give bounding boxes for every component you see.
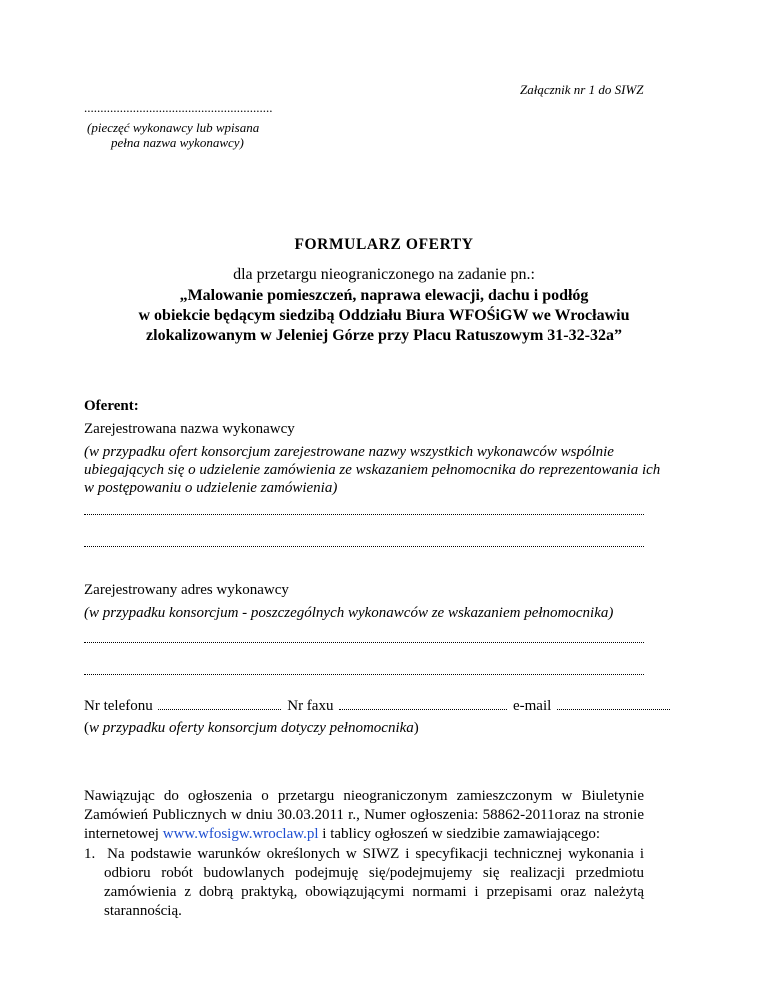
task-name-line2: w obiekcie będącym siedzibą Oddziału Biura WFOŚiGW we Wrocławiu (138, 307, 630, 324)
email-field[interactable] (557, 697, 670, 710)
registered-name-note-line3: w postępowaniu o udzielenie zamówienia) (84, 480, 338, 496)
stamp-dotted-line: .......................................................... (84, 100, 273, 115)
list-item (84, 845, 644, 921)
task-name-line1: „Malowanie pomieszczeń, naprawa elewacji, dachu i podłóg (179, 287, 589, 304)
registered-address-field-2[interactable] (84, 670, 644, 675)
registered-name-field-2[interactable] (84, 542, 644, 547)
intro-text: Nawiązując do ogłoszenia o przetargu nieograniczonym zamieszczonym w Biuletynie Zamówień Publicznych w dniu 30.03.2011 r., Numer ogłoszenia: 58862-2011oraz na stronie internetowej (84, 788, 644, 842)
contact-note (84, 720, 419, 737)
registered-name-note-line1: (w przypadku ofert konsorcjum zarejestrowane nazwy wszystkich wykonawców wspólnie (84, 444, 614, 460)
website-link[interactable]: www.wfosigw.wroclaw.pl (162, 826, 319, 842)
list-item-number: 1. (84, 846, 96, 862)
contact-row (84, 697, 644, 715)
contact-note-open-paren: ( (84, 720, 89, 736)
fax-field[interactable] (339, 697, 507, 710)
registered-address-label: Zarejestrowany adres wykonawcy (84, 582, 289, 598)
registered-name-field-1[interactable] (84, 510, 644, 515)
registered-name-note-line2: ubiegających się o udzielenie zamówienia ze wskazaniem pełnomocnika do reprezentowania ich (84, 462, 661, 478)
registered-address-field-1[interactable] (84, 638, 644, 643)
fax-label: Nr faxu (287, 698, 334, 714)
email-label: e-mail (512, 698, 552, 714)
contact-note-close-paren: ) (413, 720, 419, 736)
registered-address-note: (w przypadku konsorcjum - poszczególnych wykonawców ze wskazaniem pełnomocnika) (84, 605, 614, 621)
intro-paragraph (84, 787, 644, 844)
list-item-text: Na podstawie warunków określonych w SIWZ i specyfikacji technicznej wykonania i odbioru robót budowlanych podejmuję się/podejmujemy się realizacji przedmiotu zamówienia z dobrą praktyką, obowiązującymi normami i przepisami oraz należytą starannością. (104, 846, 645, 919)
task-name-line3: zlokalizowanym w Jeleniej Górze przy Placu Ratuszowym 31-32-32a” (146, 327, 622, 344)
attachment-label: Załącznik nr 1 do SIWZ (520, 82, 644, 97)
contact-note-text: w przypadku oferty konsorcjum dotyczy pełnomocnika (89, 720, 414, 736)
registered-name-label: Zarejestrowana nazwa wykonawcy (84, 421, 295, 437)
phone-label: Nr telefonu (84, 698, 153, 714)
phone-field[interactable] (158, 697, 281, 710)
intro-text-end: i tablicy ogłoszeń w siedzibie zamawiającego: (318, 826, 601, 842)
bidder-heading: Oferent: (84, 398, 139, 414)
stamp-caption-line2: pełna nazwa wykonawcy) (111, 135, 244, 150)
stamp-caption-line1: (pieczęć wykonawcy lub wpisana (87, 120, 260, 135)
form-title: FORMULARZ OFERTY (294, 236, 474, 253)
tender-intro-line: dla przetargu nieograniczonego na zadanie pn.: (233, 266, 535, 283)
